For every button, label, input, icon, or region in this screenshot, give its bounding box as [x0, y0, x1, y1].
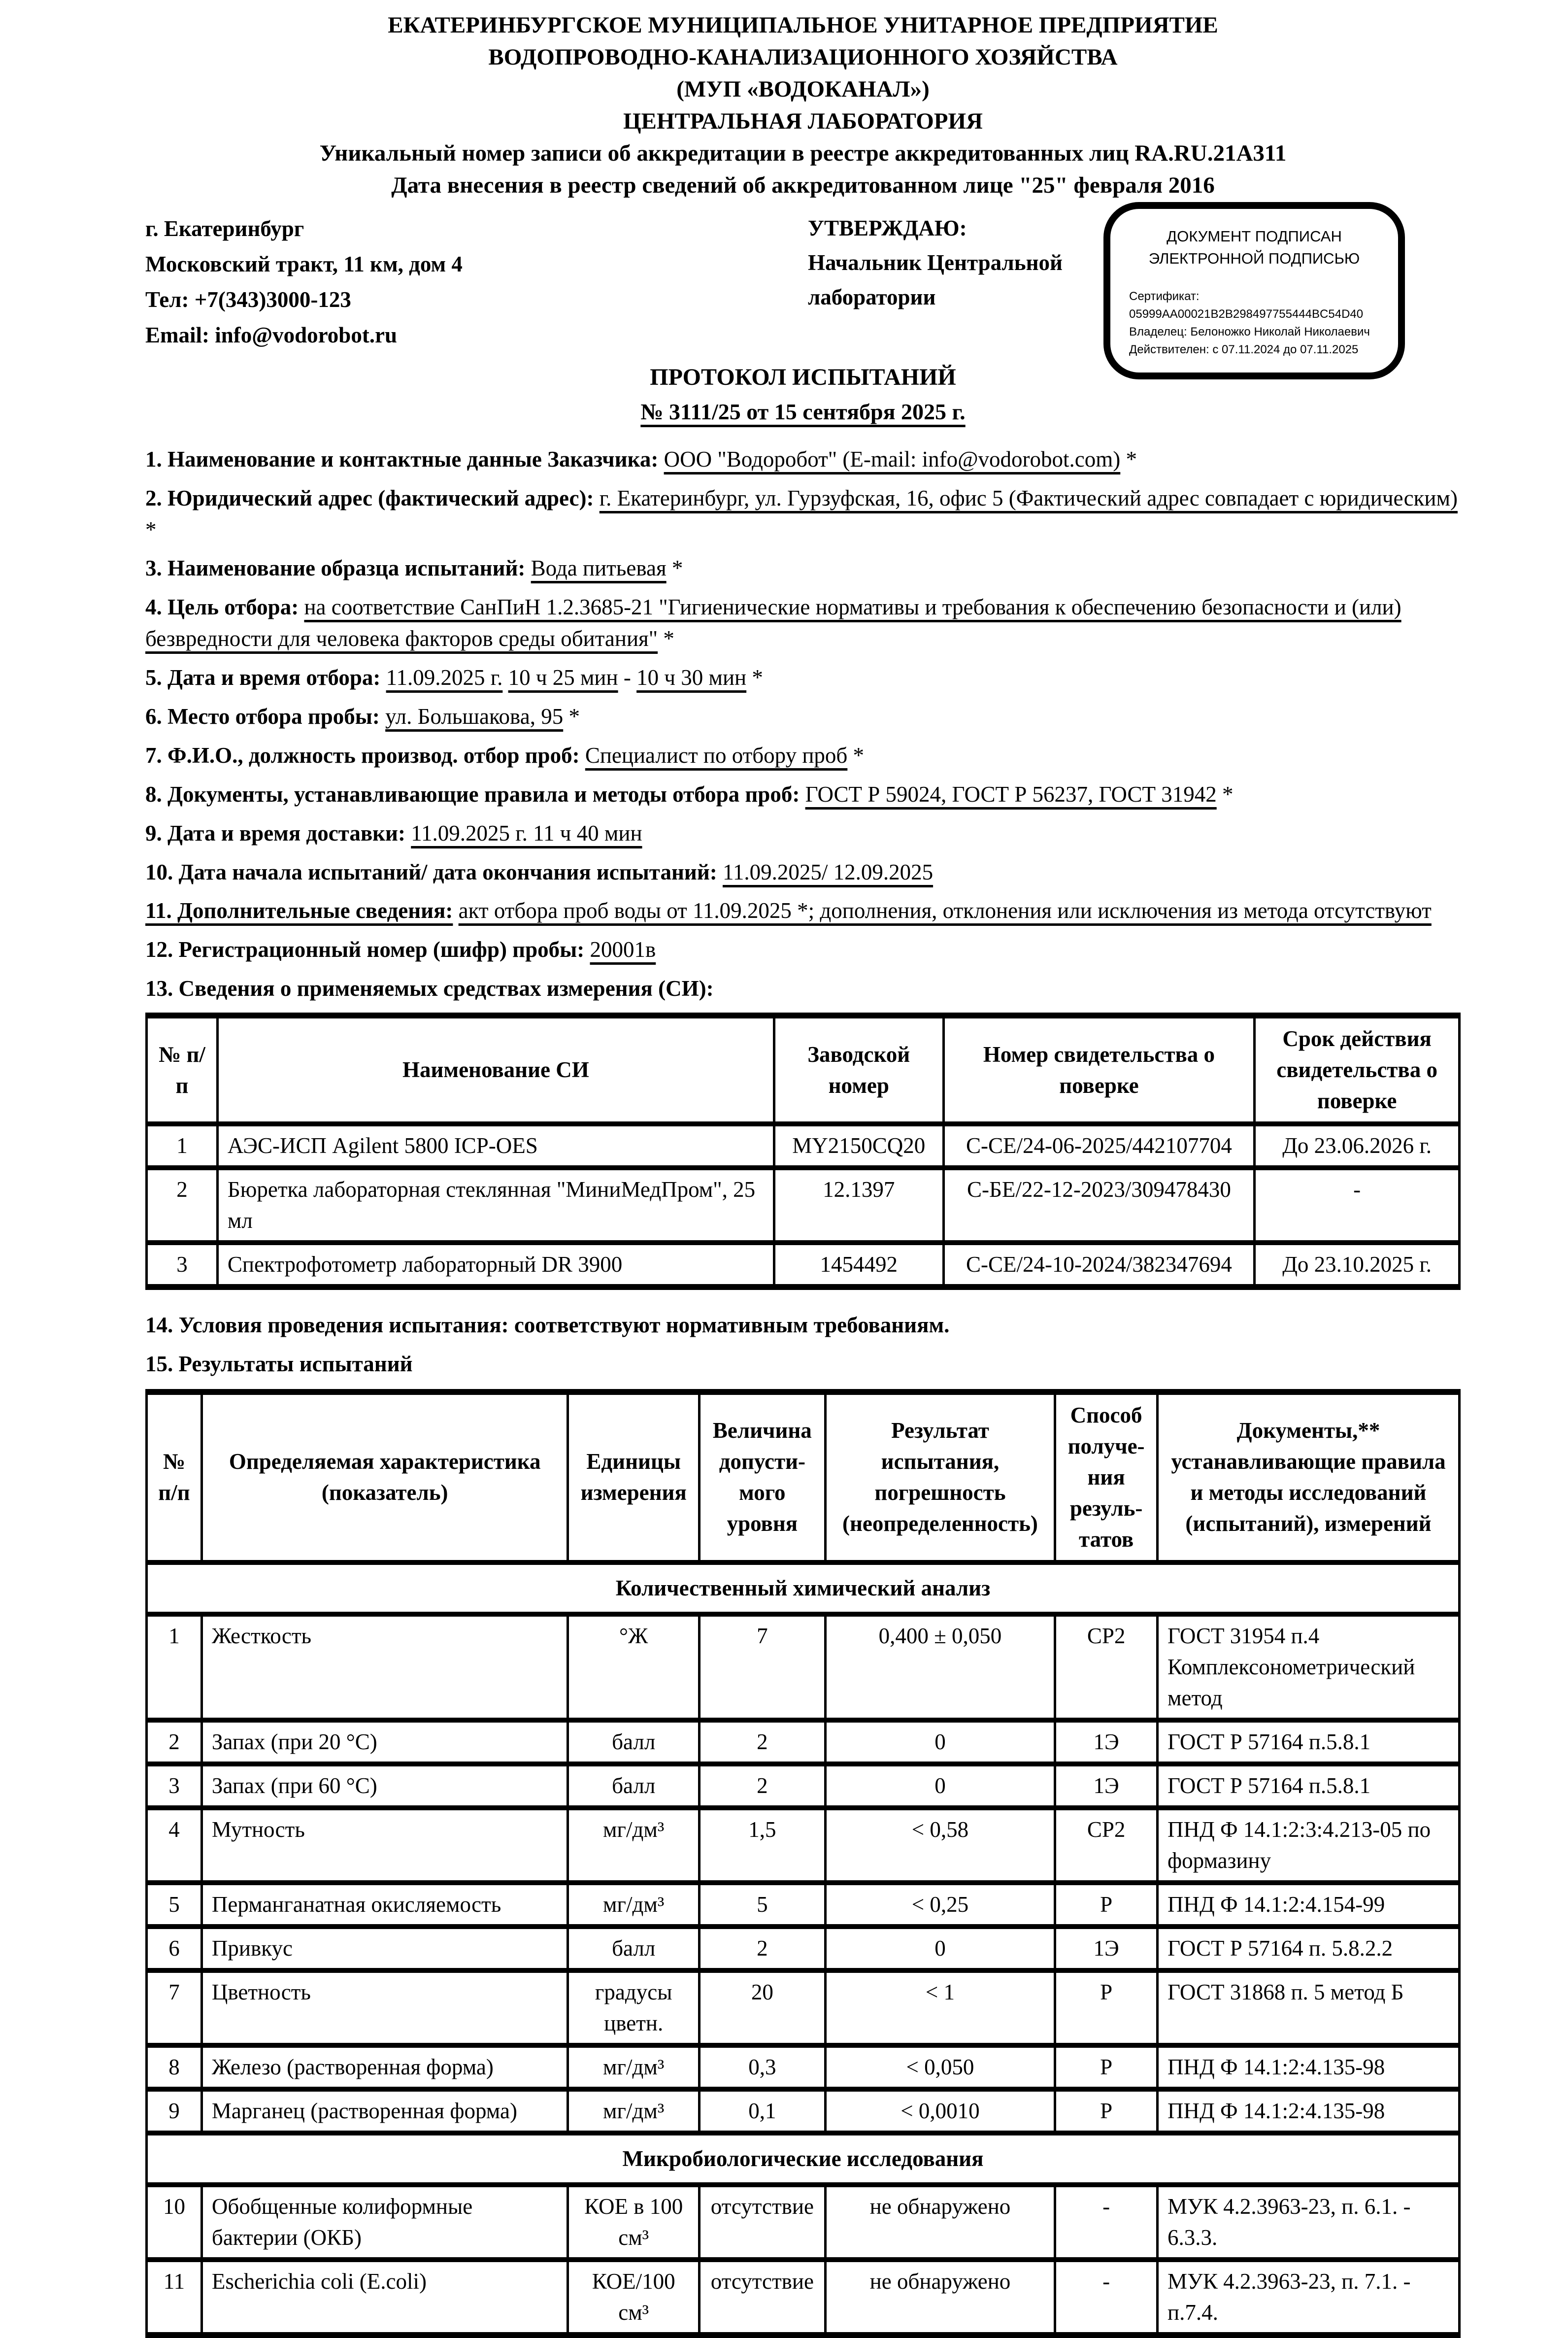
- cell-num: 9: [147, 2089, 202, 2133]
- cell-method: -: [1055, 2185, 1158, 2260]
- table-row: [147, 1168, 1460, 1243]
- cell-name: Запах (при 20 °С): [201, 1720, 568, 1764]
- section-microbiology: [147, 2133, 1460, 2185]
- cell-method: 1Э: [1055, 1720, 1158, 1764]
- results-col-unit: Единицы измерения: [568, 1392, 700, 1562]
- cell-name: Жесткость: [201, 1614, 568, 1720]
- cell-docs: ГОСТ 31868 п. 5 метод Б: [1158, 1970, 1460, 2045]
- approval-line-1: УТВЕРЖДАЮ:: [808, 215, 967, 240]
- protocol-item-2: 2. Юридический адрес (фактический адрес): г. Екатеринбург, ул. Гурзуфская, 16, офис 5 (Фактический адрес совпадает с юридическим) *: [145, 485, 1458, 542]
- electronic-signature-stamp: [1103, 202, 1405, 379]
- cell-unit: мг/дм³: [568, 1883, 700, 1927]
- cell-unit: °Ж: [568, 1614, 700, 1720]
- table-row: [147, 1970, 1460, 2045]
- contact-email: Email: info@vodorobot.ru: [145, 322, 398, 347]
- section-title: Микробиологические исследования: [147, 2133, 1460, 2185]
- cell-limit: 1,5: [699, 1808, 825, 1883]
- stamp-certificate-block: [1129, 288, 1379, 359]
- cell-limit: 2: [699, 1764, 825, 1808]
- table-row: [147, 1927, 1460, 1970]
- si-col-validity: Срок действия свидетельства о поверке: [1255, 1016, 1460, 1124]
- results-col-docs: Документы,** устанавливающие правила и методы исследований (испытаний), измерений: [1158, 1392, 1460, 1562]
- stamp-title-line-1: ДОКУМЕНТ ПОДПИСАН: [1167, 227, 1342, 245]
- org-name-line-3: (МУП «ВОДОКАНАЛ»): [676, 76, 930, 102]
- approval-line-2: Начальник Центральной: [808, 250, 1063, 275]
- si-col-num: № п/п: [147, 1016, 218, 1124]
- cell-num: 4: [147, 1808, 202, 1883]
- table-row: [147, 1243, 1460, 1287]
- cell-limit: 5: [699, 1883, 825, 1927]
- cell-serial: MY2150CQ20: [774, 1124, 943, 1168]
- results-col-limit: Величина допусти-мого уровня: [699, 1392, 825, 1562]
- cell-unit: мг/дм³: [568, 1808, 700, 1883]
- cell-num: 6: [147, 1927, 202, 1970]
- cell-result: 0: [825, 1764, 1055, 1808]
- table-row: [147, 1883, 1460, 1927]
- si-header-row: [147, 1016, 1460, 1124]
- cell-name: Железо (растворенная форма): [201, 2045, 568, 2089]
- cell-method: Р: [1055, 1970, 1158, 2045]
- org-name-line-1: ЕКАТЕРИНБУРГСКОЕ МУНИЦИПАЛЬНОЕ УНИТАРНОЕ ПРЕДПРИЯТИЕ: [388, 12, 1218, 38]
- table-row: [147, 2185, 1460, 2260]
- cell-num: 3: [147, 1764, 202, 1808]
- cell-limit: 7: [699, 1614, 825, 1720]
- cell-name: Перманганатная окисляемость: [201, 1883, 568, 1927]
- protocol-item-4: 4. Цель отбора: на соответствие СанПиН 1.2.3685-21 "Гигиенические нормативы и требования к обеспечению безопасности и (или) безвредности для человека факторов среды обитания" *: [145, 595, 1401, 651]
- cell-unit: мг/дм³: [568, 2045, 700, 2089]
- stamp-title: [1129, 226, 1379, 270]
- accreditation-number-line: Уникальный номер записи об аккредитации в реестре аккредитованных лиц RA.RU.21A311: [319, 140, 1287, 166]
- cell-docs: ГОСТ Р 57164 п. 5.8.2.2: [1158, 1927, 1460, 1970]
- cell-num: 5: [147, 1883, 202, 1927]
- test-results-table: [145, 1389, 1461, 2338]
- cell-unit: мг/дм³: [568, 2089, 700, 2133]
- cell-unit: градусы цветн.: [568, 1970, 700, 2045]
- stamp-title-line-2: ЭЛЕКТРОННОЙ ПОДПИСЬЮ: [1148, 249, 1360, 267]
- protocol-item-3: 3. Наименование образца испытаний: Вода питьевая *: [145, 556, 683, 581]
- stamp-owner: Владелец: Белоножко Николай Николаевич: [1129, 325, 1370, 339]
- cell-docs: ГОСТ Р 57164 п.5.8.1: [1158, 1720, 1460, 1764]
- cell-method: Р: [1055, 2045, 1158, 2089]
- cell-method: СР2: [1055, 1808, 1158, 1883]
- protocol-item-15: 15. Результаты испытаний: [145, 1352, 413, 1377]
- org-lab-line: ЦЕНТРАЛЬНАЯ ЛАБОРАТОРИЯ: [623, 108, 983, 134]
- cell-method: -: [1055, 2260, 1158, 2335]
- protocol-number-line: № 3111/25 от 15 сентября 2025 г.: [640, 399, 966, 424]
- cell-num: 1: [147, 1614, 202, 1720]
- approval-block: [808, 211, 1063, 314]
- cell-result: 0,400 ± 0,050: [825, 1614, 1055, 1720]
- section-title: Количественный химический анализ: [147, 1562, 1460, 1614]
- section-chemical-analysis: [147, 1562, 1460, 1614]
- table-row: [147, 2089, 1460, 2133]
- cell-limit: 0,1: [699, 2089, 825, 2133]
- cell-num: 1: [147, 1124, 218, 1168]
- cell-cert: С-СЕ/24-10-2024/382347694: [943, 1243, 1255, 1287]
- cell-unit: КОЕ в 100 см³: [568, 2185, 700, 2260]
- stamp-certificate: Сертификат: 05999AA00021B2B298497755444BC54D40: [1129, 289, 1364, 321]
- cell-limit: отсутствие: [699, 2185, 825, 2260]
- cell-limit: 20: [699, 1970, 825, 2045]
- cell-docs: ПНД Ф 14.1:2:4.154-99: [1158, 1883, 1460, 1927]
- cell-result: 0: [825, 1927, 1055, 1970]
- protocol-item-14: 14. Условия проведения испытания: соответствуют нормативным требованиям.: [145, 1313, 950, 1338]
- cell-method: Р: [1055, 1883, 1158, 1927]
- table-row: [147, 1124, 1460, 1168]
- cell-cert: С-БЕ/22-12-2023/309478430: [943, 1168, 1255, 1243]
- cell-unit: балл: [568, 1764, 700, 1808]
- cell-docs: ПНД Ф 14.1:2:4.135-98: [1158, 2045, 1460, 2089]
- cell-name: Escherichia coli (E.coli): [201, 2260, 568, 2335]
- cell-docs: ПНД Ф 14.1:2:3:4.213-05 по формазину: [1158, 1808, 1460, 1883]
- cell-limit: 2: [699, 1927, 825, 1970]
- cell-result: не обнаружено: [825, 2185, 1055, 2260]
- protocol-item-1: 1. Наименование и контактные данные Заказчика: ООО "Водоробот" (E-mail: info@vodorobot.com) *: [145, 446, 1137, 472]
- table-row: [147, 1764, 1460, 1808]
- si-col-name: Наименование СИ: [217, 1016, 774, 1124]
- cell-num: 10: [147, 2185, 202, 2260]
- cell-result: < 0,58: [825, 1808, 1055, 1883]
- cell-name: Марганец (растворенная форма): [201, 2089, 568, 2133]
- cell-docs: МУК 4.2.3963-23, п. 6.1. - 6.3.3.: [1158, 2185, 1460, 2260]
- cell-num: 7: [147, 1970, 202, 2045]
- measuring-instruments-table: [145, 1013, 1461, 1290]
- cell-docs: МУК 4.2.3963-23, п. 7.1. - п.7.4.: [1158, 2260, 1460, 2335]
- si-col-serial: Заводской номер: [774, 1016, 943, 1124]
- protocol-item-5: 5. Дата и время отбора: 11.09.2025 г. 10 ч 25 мин - 10 ч 30 мин *: [145, 665, 763, 690]
- cell-method: 1Э: [1055, 1927, 1158, 1970]
- table-row: [147, 2045, 1460, 2089]
- cell-num: 2: [147, 1168, 218, 1243]
- cell-num: 8: [147, 2045, 202, 2089]
- cell-docs: ГОСТ 31954 п.4 Комплексонометрический метод: [1158, 1614, 1460, 1720]
- org-name-line-2: ВОДОПРОВОДНО-КАНАЛИЗАЦИОННОГО ХОЗЯЙСТВА: [488, 44, 1118, 70]
- cell-name: Бюретка лабораторная стеклянная "МиниМедПром", 25 мл: [217, 1168, 774, 1243]
- cell-docs: ПНД Ф 14.1:2:4.135-98: [1158, 2089, 1460, 2133]
- cell-unit: балл: [568, 1927, 700, 1970]
- cell-result: 0: [825, 1720, 1055, 1764]
- results-col-method: Способ получе-ния резуль-татов: [1055, 1392, 1158, 1562]
- cell-method: СР2: [1055, 1614, 1158, 1720]
- protocol-item-8: 8. Документы, устанавливающие правила и методы отбора проб: ГОСТ Р 59024, ГОСТ Р 56237, ГОСТ 31942 *: [145, 781, 1234, 807]
- results-col-name: Определяемая характеристика (показатель): [201, 1392, 568, 1562]
- info-row: [145, 211, 1461, 360]
- cell-serial: 12.1397: [774, 1168, 943, 1243]
- cell-validity: -: [1255, 1168, 1460, 1243]
- table-row: [147, 2260, 1460, 2335]
- protocol-item-13: 13. Сведения о применяемых средствах измерения (СИ):: [145, 976, 714, 1001]
- table-row: [147, 1808, 1460, 1883]
- results-col-result: Результат испытания, погрешность (неопределенность): [825, 1392, 1055, 1562]
- cell-method: Р: [1055, 2089, 1158, 2133]
- protocol-item-11: 11. Дополнительные сведения: акт отбора проб воды от 11.09.2025 *; дополнения, отклонения или исключения из метода отсутствуют: [145, 898, 1432, 923]
- cell-docs: ГОСТ Р 57164 п.5.8.1: [1158, 1764, 1460, 1808]
- cell-cert: С-СЕ/24-06-2025/442107704: [943, 1124, 1255, 1168]
- cell-result: не обнаружено: [825, 2260, 1055, 2335]
- si-col-cert: Номер свидетельства о поверке: [943, 1016, 1255, 1124]
- cell-num: 2: [147, 1720, 202, 1764]
- cell-name: Запах (при 60 °С): [201, 1764, 568, 1808]
- cell-result: < 0,25: [825, 1883, 1055, 1927]
- protocol-item-12: 12. Регистрационный номер (шифр) пробы: 20001в: [145, 937, 656, 962]
- protocol-item-9: 9. Дата и время доставки: 11.09.2025 г. 11 ч 40 мин: [145, 820, 642, 846]
- cell-name: Спектрофотометр лабораторный DR 3900: [217, 1243, 774, 1287]
- cell-method: 1Э: [1055, 1764, 1158, 1808]
- protocol-item-10: 10. Дата начала испытаний/ дата окончания испытаний: 11.09.2025/ 12.09.2025: [145, 859, 934, 884]
- page-title: ПРОТОКОЛ ИСПЫТАНИЙ: [650, 364, 956, 390]
- stamp-validity: Действителен: с 07.11.2024 до 07.11.2025: [1129, 342, 1359, 356]
- org-header: [145, 12, 1461, 199]
- cell-name: Мутность: [201, 1808, 568, 1883]
- cell-result: < 0,050: [825, 2045, 1055, 2089]
- protocol-item-6: 6. Место отбора пробы: ул. Большакова, 95 *: [145, 704, 580, 729]
- cell-name: Цветность: [201, 1970, 568, 2045]
- cell-name: АЭС-ИСП Agilent 5800 ICP-OES: [217, 1124, 774, 1168]
- results-header-row: [147, 1392, 1460, 1562]
- cell-num: 11: [147, 2260, 202, 2335]
- results-col-num: № п/п: [147, 1392, 202, 1562]
- contact-city: г. Екатеринбург: [145, 216, 304, 241]
- approval-line-3: лаборатории: [808, 284, 936, 309]
- protocol-item-7: 7. Ф.И.О., должность производ. отбор проб: Специалист по отбору проб *: [145, 743, 865, 768]
- cell-validity: До 23.10.2025 г.: [1255, 1243, 1460, 1287]
- table-row: [147, 1720, 1460, 1764]
- cell-unit: КОЕ/100 см³: [568, 2260, 700, 2335]
- table-row: [147, 1614, 1460, 1720]
- cell-validity: До 23.06.2026 г.: [1255, 1124, 1460, 1168]
- accreditation-date-line: Дата внесения в реестр сведений об аккредитованном лице "25" февраля 2016: [391, 172, 1215, 198]
- contact-phone: Тел: +7(343)3000-123: [145, 287, 351, 312]
- cell-name: Обобщенные колиформные бактерии (ОКБ): [201, 2185, 568, 2260]
- cell-num: 3: [147, 1243, 218, 1287]
- cell-result: < 1: [825, 1970, 1055, 2045]
- cell-serial: 1454492: [774, 1243, 943, 1287]
- cell-limit: отсутствие: [699, 2260, 825, 2335]
- cell-unit: балл: [568, 1720, 700, 1764]
- cell-result: < 0,0010: [825, 2089, 1055, 2133]
- cell-limit: 2: [699, 1720, 825, 1764]
- cell-name: Привкус: [201, 1927, 568, 1970]
- contact-street: Московский тракт, 11 км, дом 4: [145, 251, 463, 276]
- cell-limit: 0,3: [699, 2045, 825, 2089]
